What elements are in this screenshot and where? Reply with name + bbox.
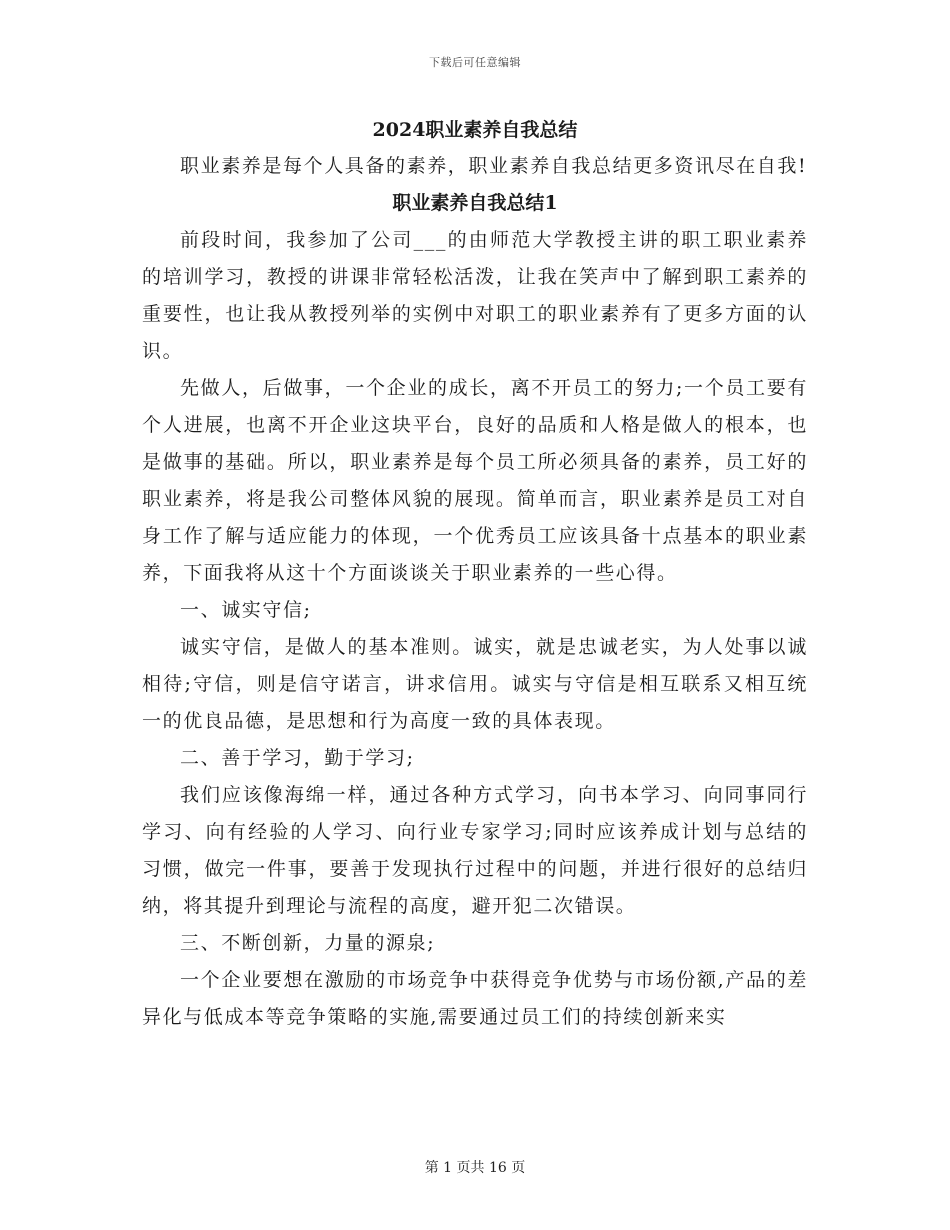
heading-learning: 二、善于学习，勤于学习; — [180, 747, 415, 769]
paragraph: 我们应该像海绵一样，通过各种方式学习，向书本学习、向同事同行学习、向有经验的人学习、向行业专家学习;同时应该养成计划与总结的习惯，做完一件事，要善于发现执行过程中的问题，并进行很好的总结归纳，将其提升到理论与流程的高度，避开犯二次错误。 — [142, 784, 808, 917]
page-footer: 第 1 页共 16 页 — [424, 1160, 526, 1176]
header-note: 下载后可任意编辑 — [429, 56, 521, 69]
document-body — [142, 112, 808, 1036]
heading-innovation: 三、不断创新，力量的源泉; — [180, 932, 436, 954]
document-title: 2024职业素养自我总结 — [372, 119, 578, 141]
intro-paragraph: 职业素养是每个人具备的素养，职业素养自我总结更多资讯尽在自我! — [180, 155, 808, 177]
paragraph: 诚实守信，是做人的基本准则。诚实，就是忠诚老实，为人处事以诚相待;守信，则是信守诺言，讲求信用。诚实与守信是相互联系又相互统一的优良品德，是思想和行为高度一致的具体表现。 — [142, 636, 808, 732]
paragraph: 一个企业要想在激励的市场竞争中获得竞争优势与市场份额,产品的差异化与低成本等竞争策略的实施,需要通过员工们的持续创新来实 — [142, 969, 808, 1028]
paragraph: 前段时间，我参加了公司___的由师范大学教授主讲的职工职业素养的培训学习，教授的讲课非常轻松活泼，让我在笑声中了解到职工素养的重要性，也让我从教授列举的实例中对职工的职业素养有了更多方面的认识。 — [142, 229, 808, 362]
section-title: 职业素养自我总结1 — [392, 192, 558, 214]
paragraph: 先做人，后做事，一个企业的成长，离不开员工的努力;一个员工要有个人进展，也离不开企业这块平台，良好的品质和人格是做人的根本，也是做事的基础。所以，职业素养是每个员工所必须具备的素养，员工好的职业素养，将是我公司整体风貌的展现。简单而言，职业素养是员工对自身工作了解与适应能力的体现，一个优秀员工应该具备十点基本的职业素养，下面我将从这十个方面谈谈关于职业素养的一些心得。 — [142, 377, 808, 584]
heading-honesty: 一、诚实守信; — [180, 599, 312, 621]
